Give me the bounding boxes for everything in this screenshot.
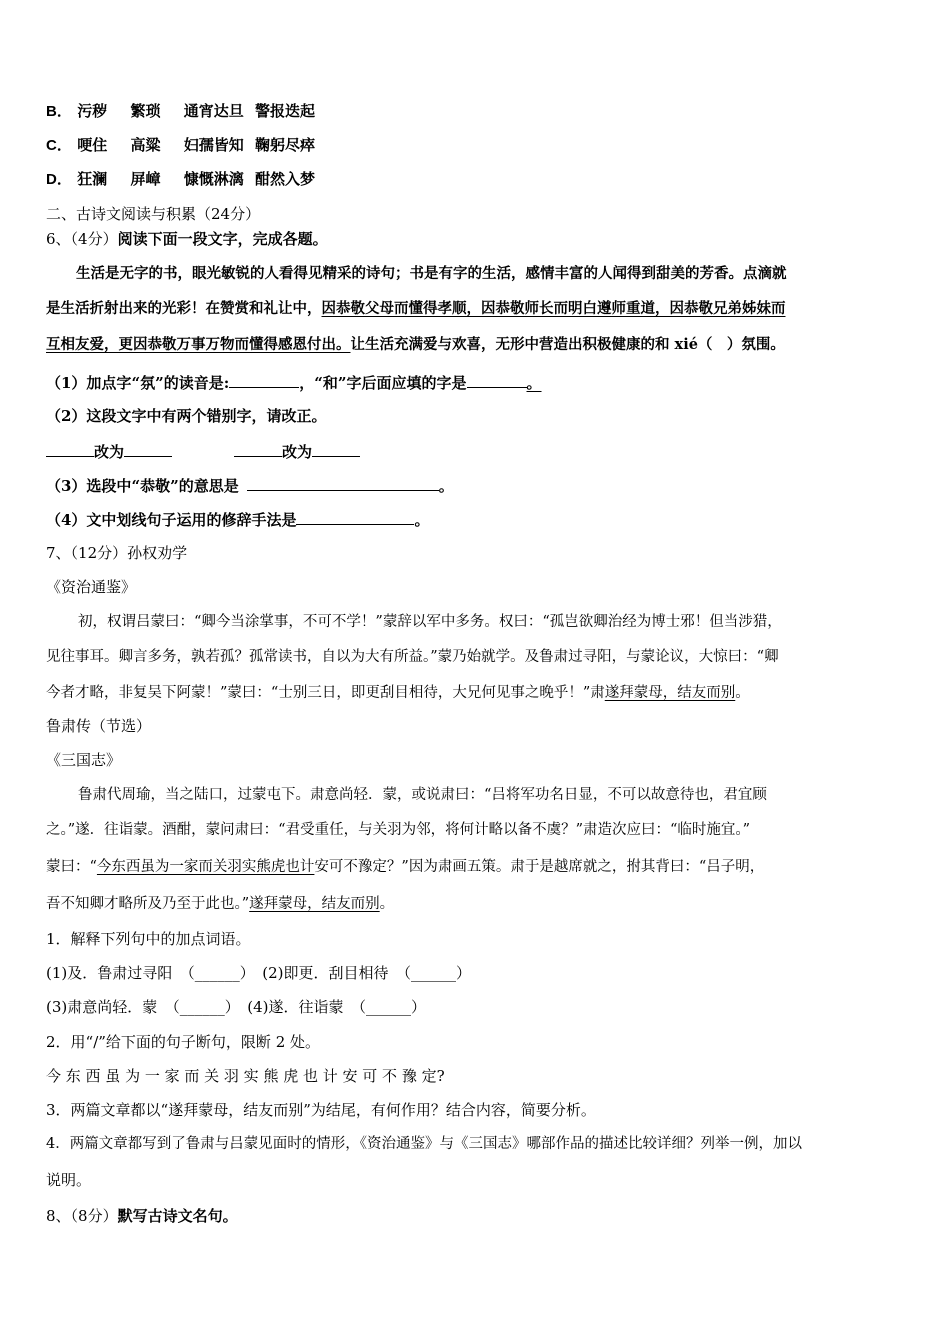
q8-instruction: 默写古诗文名句。 <box>117 1207 238 1225</box>
option-word: 繁琐 <box>130 102 161 120</box>
text-span: 吾不知卿才略所及乃至于此也。” <box>46 896 250 912</box>
answer-blank[interactable] <box>234 441 282 457</box>
sub-question-text: （4）文中划线句子运用的修辞手法是 <box>46 511 297 529</box>
sub-question-text: （3）选段中“恭敬”的意思是 <box>46 477 239 495</box>
q7-p1-line1: 初，权谓吕蒙曰：“卿今当涂掌事，不可不学！”蒙辞以军中多务。权曰：“孤岂欲卿治经为博士邪！但当涉猎， <box>78 614 782 630</box>
q7-ques4-line1: 4．两篇文章都写到了鲁肃与吕蒙见面时的情形，《资治通鉴》与《三国志》哪部作品的描述比较详细？列举一例，加以 <box>46 1136 802 1152</box>
q6-header <box>46 229 328 249</box>
answer-blank[interactable] <box>46 441 94 457</box>
sub-question-end: 。 <box>526 374 542 392</box>
text-span: 蒙曰：“ <box>46 859 97 875</box>
q7-ques1-items-a: (1)及．鲁肃过寻阳 （______） (2)即更．刮目相待 （______） <box>46 964 471 982</box>
section-title: 二、古诗文阅读与积累（24分） <box>46 205 261 223</box>
option-word: 哽住 <box>77 136 108 154</box>
q7-header: 7、（12分）孙权劝学 <box>46 544 188 562</box>
q7-ques4-line2: 说明。 <box>46 1171 92 1189</box>
q6-sub2: （2）这段文字中有两个错别字，请改正。 <box>46 407 327 425</box>
q7-ques3: 3．两篇文章都以“遂拜蒙母，结友而别”为结尾，有何作用？结合内容，简要分析。 <box>46 1101 596 1119</box>
q7-source1: 《资治通鉴》 <box>46 578 137 596</box>
underlined-sentence: 互相友爱，更因恭敬万事万物而懂得感恩付出。 <box>46 336 351 353</box>
sub-question-end: 。 <box>438 477 454 495</box>
text-span: 是生活折射出来的光彩！在赞赏和礼让中， <box>46 300 322 317</box>
option-d <box>46 169 315 190</box>
option-word: 高粱 <box>130 136 161 154</box>
text-span: 。 <box>735 685 750 701</box>
option-word: 妇孺皆知 <box>183 136 244 154</box>
q7-ques2-sentence: 今 东 西 虽 为 一 家 而 关 羽 实 熊 虎 也 计 安 可 不 豫 定? <box>46 1067 445 1085</box>
replace-label: 改为 <box>282 443 313 461</box>
q6-instruction: 阅读下面一段文字，完成各题。 <box>117 230 328 248</box>
text-span: 。 <box>379 896 395 912</box>
q6-sub4 <box>46 509 429 530</box>
q7-p1-line3 <box>46 683 750 703</box>
q7-ques2: 2．用“/”给下面的句子断句，限断 2 处。 <box>46 1033 321 1051</box>
q6-sub2-answers <box>46 441 360 462</box>
text-span: 安可不豫定？”因为肃画五策。肃于是越席就之，拊其背曰：“吕子明， <box>314 859 765 875</box>
option-word: 屏嶂 <box>130 170 161 188</box>
q7-p2-line3 <box>46 857 764 877</box>
q6-para-line2 <box>46 299 904 319</box>
q7-p2-line4 <box>46 894 394 914</box>
q7-p1-line2: 见往事耳。卿言多务，孰若孤？孤常读书，自以为大有所益。”蒙乃始就学。及鲁肃过寻阳，与蒙论议，大惊曰：“卿 <box>46 649 779 665</box>
sub-question-end: 。 <box>414 511 430 529</box>
answer-blank[interactable] <box>467 372 527 388</box>
option-c <box>46 135 315 156</box>
underlined-sentence: 今东西虽为一家而关羽实熊虎也计 <box>96 859 315 875</box>
option-word: 鞠躬尽瘁 <box>254 136 315 154</box>
option-word: 酣然入梦 <box>254 170 315 188</box>
option-letter: D． <box>46 171 72 188</box>
answer-blank[interactable] <box>296 509 414 525</box>
underlined-sentence: 遂拜蒙母，结友而别 <box>249 896 380 912</box>
option-word: 狂澜 <box>77 170 108 188</box>
answer-blank[interactable] <box>312 441 360 457</box>
option-letter: C． <box>46 137 72 154</box>
q7-ques1-items-b: (3)肃意尚轻．蒙 （______） (4)遂．往诣蒙 （______） <box>46 998 426 1016</box>
q6-number: 6、（4分） <box>46 230 118 248</box>
option-word: 警报迭起 <box>254 102 315 120</box>
underlined-sentence: 因恭敬父母而懂得孝顺，因恭敬师长而明白遵师重道，因恭敬兄弟姊妹而 <box>321 300 786 317</box>
q6-para-line1: 生活是无字的书，眼光敏锐的人看得见精采的诗句；书是有字的生活，感情丰富的人闻得到甜美的芳香。点滴就 <box>76 265 787 282</box>
q7-p2-line1: 鲁肃代周瑜，当之陆口，过蒙屯下。肃意尚轻．蒙，或说肃曰：“吕将军功名日显，不可以故意待也，君宜顾 <box>78 787 767 803</box>
underlined-sentence: 遂拜蒙母，结友而别 <box>604 685 736 701</box>
answer-blank[interactable] <box>124 441 172 457</box>
option-word: 污秽 <box>77 102 108 120</box>
answer-blank[interactable] <box>247 475 439 491</box>
q6-sub1 <box>46 372 541 393</box>
q8-header <box>46 1206 238 1226</box>
q6-sub3 <box>46 475 454 496</box>
option-word: 通宵达旦 <box>183 102 244 120</box>
sub-question-text: （1）加点字“氛”的读音是: <box>46 374 230 392</box>
option-word: 慷慨淋漓 <box>183 170 244 188</box>
option-letter: B． <box>46 103 72 120</box>
answer-blank[interactable] <box>229 372 299 388</box>
q7-title2: 鲁肃传（节选） <box>46 717 152 735</box>
option-b <box>46 101 315 122</box>
text-span: 让生活充满爱与欢喜，无形中营造出积极健康的和 xié（ ）氛围。 <box>350 336 785 353</box>
q7-ques1: 1．解释下列句中的加点词语。 <box>46 930 251 948</box>
q7-source2: 《三国志》 <box>46 751 122 769</box>
replace-label: 改为 <box>94 443 125 461</box>
q7-p2-line2: 之。”遂．往诣蒙。酒酣，蒙问肃曰：“君受重任，与关羽为邻，将何计略以备不虞？”肃造次应曰：“临时施宜。” <box>46 822 751 838</box>
q6-para-line3 <box>46 335 785 355</box>
text-span: 今者才略，非复吴下阿蒙！”蒙曰：“士别三日，即更刮目相待，大兄何见事之晚乎！”肃 <box>46 685 605 701</box>
q8-number: 8、（8分） <box>46 1207 118 1225</box>
sub-question-text: ，“和”字后面应填的字是 <box>299 374 467 392</box>
